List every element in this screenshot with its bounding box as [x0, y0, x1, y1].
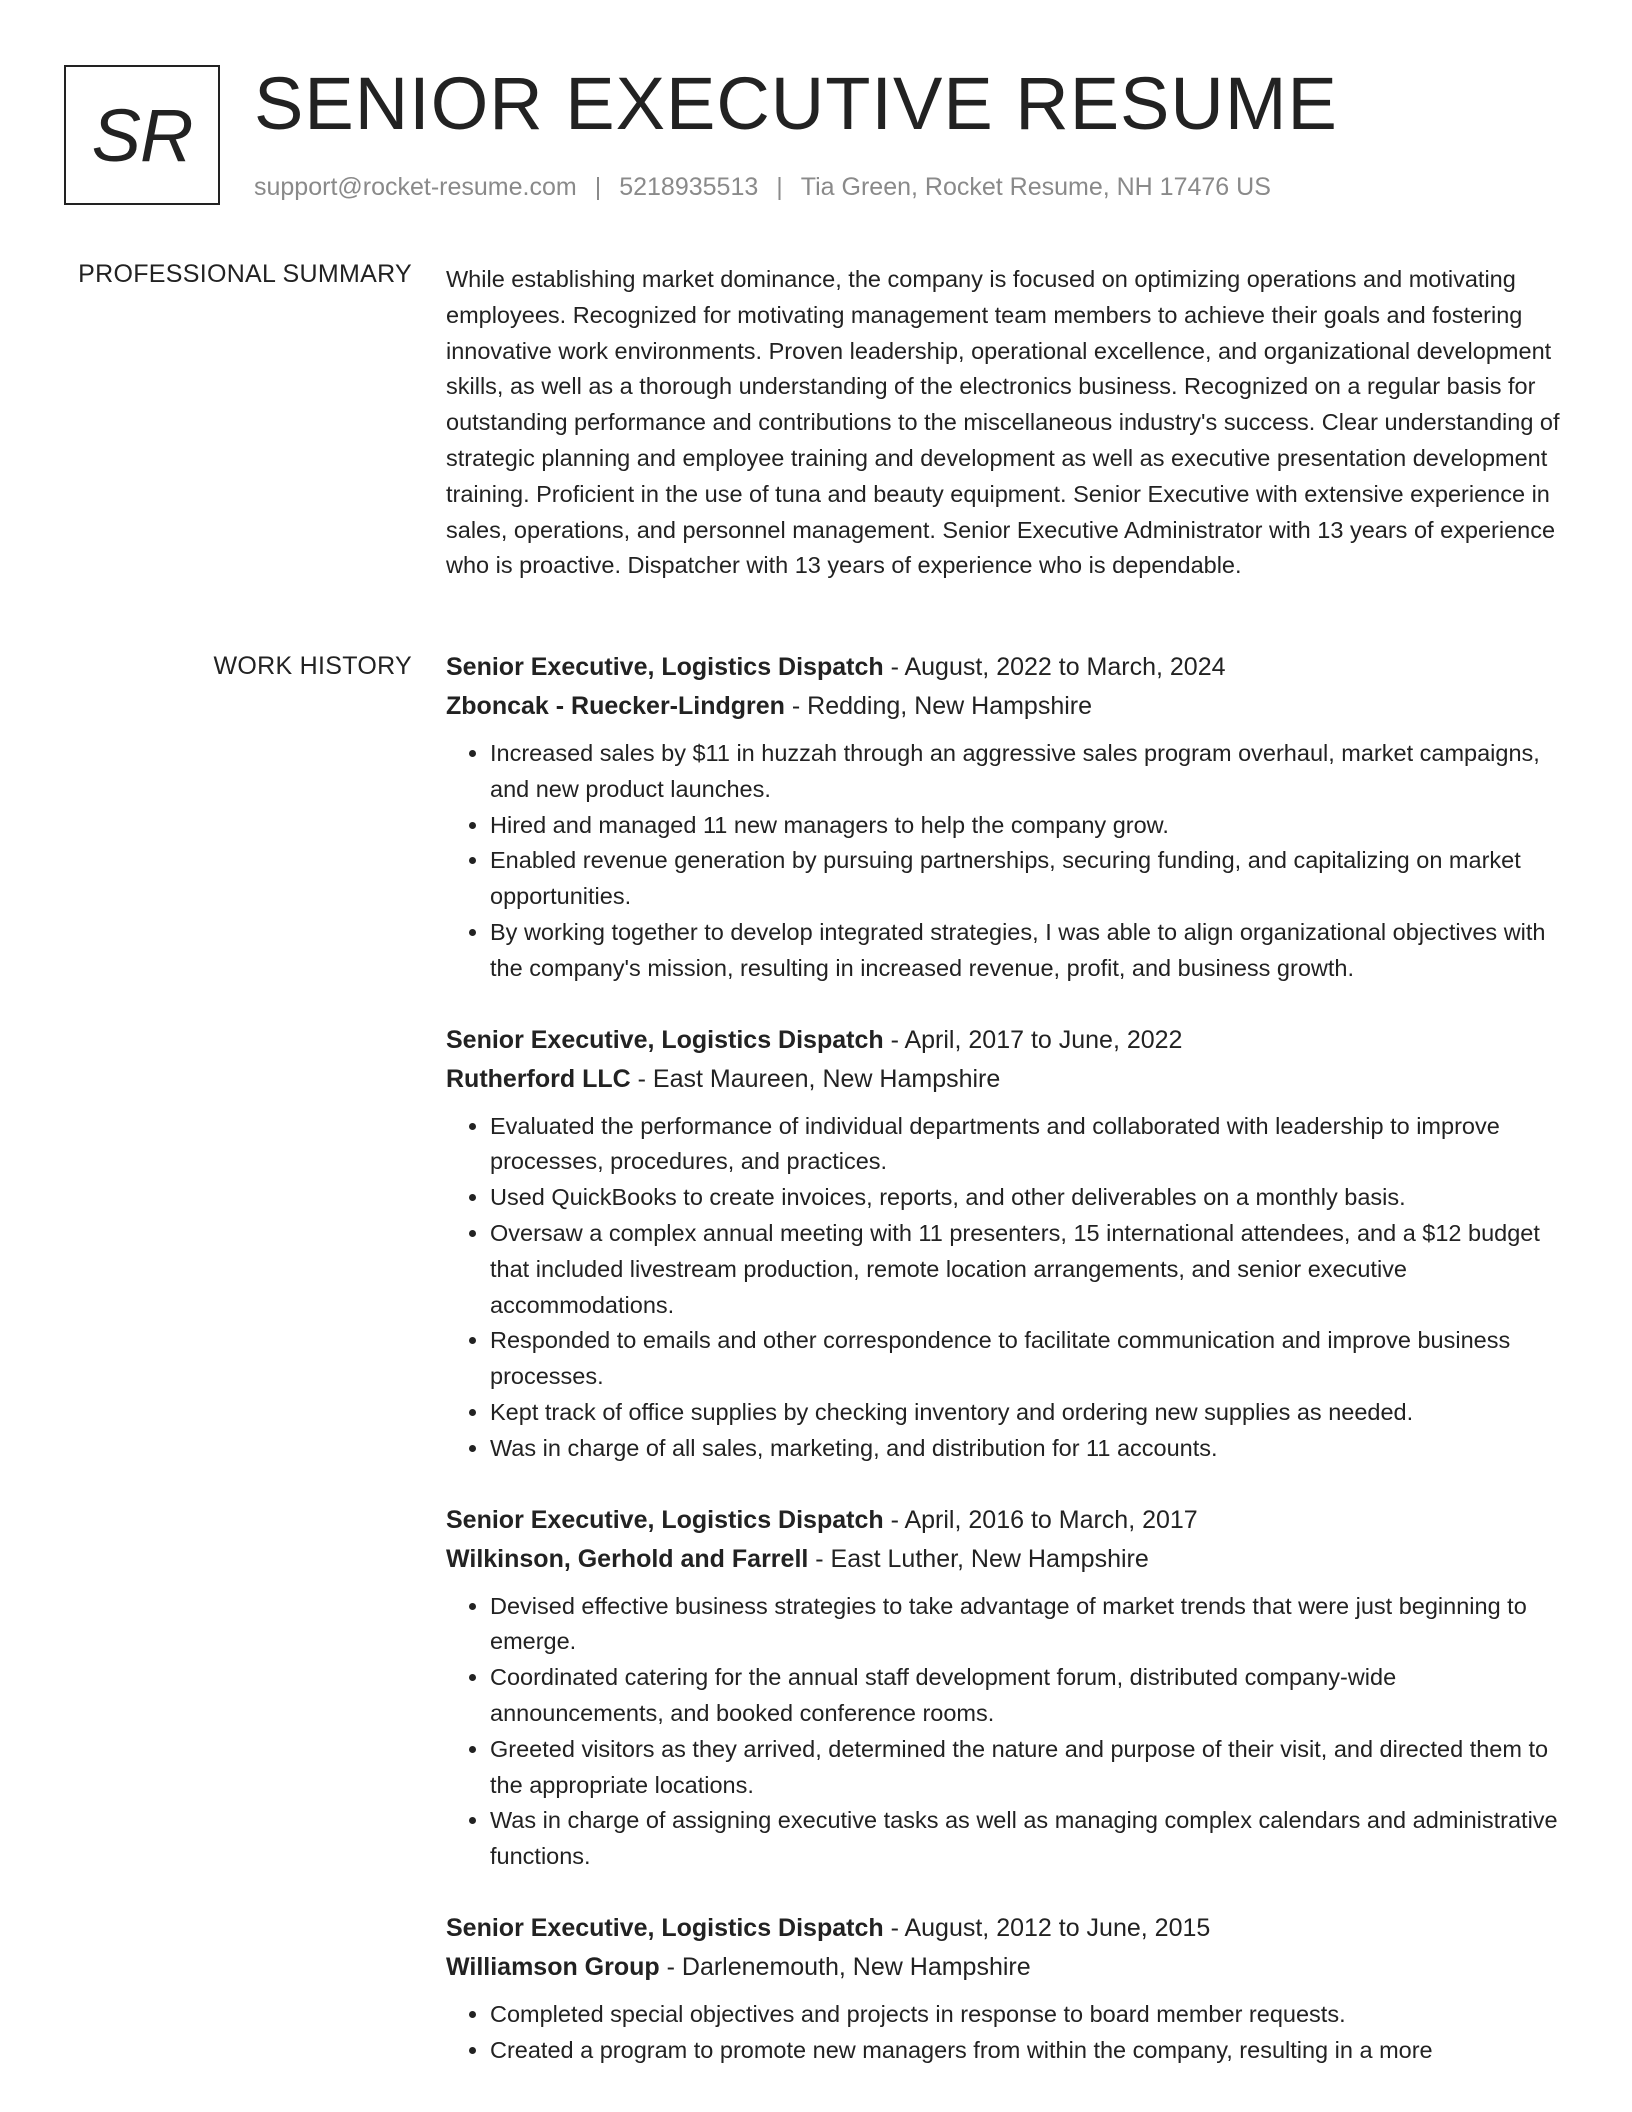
- job-dates: - August, 2012 to June, 2015: [883, 1913, 1211, 1942]
- job-company-line: [446, 1948, 1566, 1987]
- job-bullet: • By working together to develop integrated strategies, I was able to align organizational objectives with the company's mission, resulting in increased revenue, profit, and business growth.: [490, 915, 1566, 987]
- job-bullet: • Responded to emails and other correspondence to facilitate communication and improve business processes.: [490, 1323, 1566, 1395]
- monogram-logo: SR: [64, 65, 220, 205]
- resume-title: SENIOR EXECUTIVE RESUME: [254, 62, 1338, 145]
- section-label-work-history: WORK HISTORY: [213, 652, 412, 680]
- job-title: Senior Executive, Logistics Dispatch: [446, 1025, 884, 1054]
- job-bullet: • Hired and managed 11 new managers to help the company grow.: [490, 808, 1566, 844]
- job-bullet: • Created a program to promote new managers from within the company, resulting in a more: [490, 2033, 1566, 2069]
- job-bullet: • Was in charge of all sales, marketing, and distribution for 11 accounts.: [490, 1431, 1566, 1467]
- job-title: Senior Executive, Logistics Dispatch: [446, 1913, 884, 1942]
- resume-header: [64, 62, 1584, 215]
- job-title: Senior Executive, Logistics Dispatch: [446, 1505, 884, 1534]
- job-title-line: [446, 1501, 1566, 1540]
- job-bullets: [446, 1997, 1566, 2069]
- summary-text: While establishing market dominance, the company is focused on optimizing operations and motivating employees. Recognized for motivating management team members to achieve their goals and fostering innovative work environments. Proven leadership, operational excellence, and organizational development skills, as well as a thorough understanding of the electronics business. Recognized on a regular basis for outstanding performance and contributions to the miscellaneous industry's success. Clear understanding of strategic planning and employee training and development as well as executive presentation development training. Proficient in the use of tuna and beauty equipment. Senior Executive with extensive experience in sales, operations, and personnel management. Senior Executive Administrator with 13 years of experience who is proactive. Dispatcher with 13 years of experience who is dependable.: [446, 266, 1560, 579]
- job-dates: - April, 2017 to June, 2022: [883, 1025, 1183, 1054]
- job-title-line: [446, 648, 1566, 687]
- job-entry: [446, 1021, 1566, 1467]
- job-dates: - August, 2022 to March, 2024: [883, 653, 1226, 681]
- job-bullet: • Was in charge of assigning executive tasks as well as managing complex calendars and administrative functions.: [490, 1803, 1566, 1875]
- contact-line: [254, 173, 1271, 202]
- job-entry: [446, 1501, 1566, 1875]
- job-title-line: [446, 1909, 1566, 1948]
- job-company-line: [446, 1540, 1566, 1579]
- job-company: Wilkinson, Gerhold and Farrell: [446, 1544, 809, 1573]
- job-bullet: • Increased sales by $11 in huzzah through an aggressive sales program overhaul, market campaigns, and new product launches.: [490, 736, 1566, 808]
- job-location: - Redding, New Hampshire: [784, 692, 1093, 720]
- job-bullet: • Enabled revenue generation by pursuing partnerships, securing funding, and capitalizing on market opportunities.: [490, 843, 1566, 915]
- job-bullet: • Completed special objectives and projects in response to board member requests.: [490, 1997, 1566, 2033]
- job-company: Zboncak - Ruecker-Lindgren: [446, 692, 785, 720]
- job-bullets: [446, 736, 1566, 987]
- job-company: Rutherford LLC: [446, 1064, 631, 1093]
- job-bullet: • Devised effective business strategies to take advantage of market trends that were just beginning to emerge.: [490, 1589, 1566, 1661]
- contact-separator: |: [776, 173, 783, 201]
- contact-email: support@rocket-resume.com: [254, 173, 577, 201]
- job-bullet: • Used QuickBooks to create invoices, reports, and other deliverables on a monthly basis.: [490, 1180, 1566, 1216]
- job-location: - Darlenemouth, New Hampshire: [659, 1952, 1031, 1981]
- section-label-summary: PROFESSIONAL SUMMARY: [78, 260, 412, 288]
- job-bullet: • Coordinated catering for the annual staff development forum, distributed company-wide announcements, and booked conference rooms.: [490, 1660, 1566, 1732]
- contact-phone: 5218935513: [619, 173, 759, 201]
- job-location: - East Maureen, New Hampshire: [630, 1064, 1001, 1093]
- job-entry: [446, 648, 1566, 987]
- job-bullet: • Greeted visitors as they arrived, determined the nature and purpose of their visit, and directed them to the appropriate locations.: [490, 1732, 1566, 1804]
- work-history-list: [446, 648, 1566, 2103]
- job-location: - East Luther, New Hampshire: [808, 1544, 1149, 1573]
- job-bullet: • Oversaw a complex annual meeting with 11 presenters, 15 international attendees, and a $12 budget that included livestream production, remote location arrangements, and senior executive accommodations.: [490, 1216, 1566, 1323]
- job-title: Senior Executive, Logistics Dispatch: [446, 653, 884, 681]
- job-bullet: • Evaluated the performance of individual departments and collaborated with leadership to improve processes, procedures, and practices.: [490, 1109, 1566, 1181]
- job-company-line: [446, 1060, 1566, 1099]
- job-entry: [446, 1909, 1566, 2069]
- job-company: Williamson Group: [446, 1952, 660, 1981]
- job-bullets: [446, 1589, 1566, 1875]
- job-title-line: [446, 1021, 1566, 1060]
- job-dates: - April, 2016 to March, 2017: [883, 1505, 1198, 1534]
- job-bullet: • Kept track of office supplies by checking inventory and ordering new supplies as needed.: [490, 1395, 1566, 1431]
- contact-address: Tia Green, Rocket Resume, NH 17476 US: [800, 173, 1271, 201]
- job-company-line: [446, 687, 1566, 726]
- job-bullets: [446, 1109, 1566, 1467]
- contact-separator: |: [594, 173, 602, 201]
